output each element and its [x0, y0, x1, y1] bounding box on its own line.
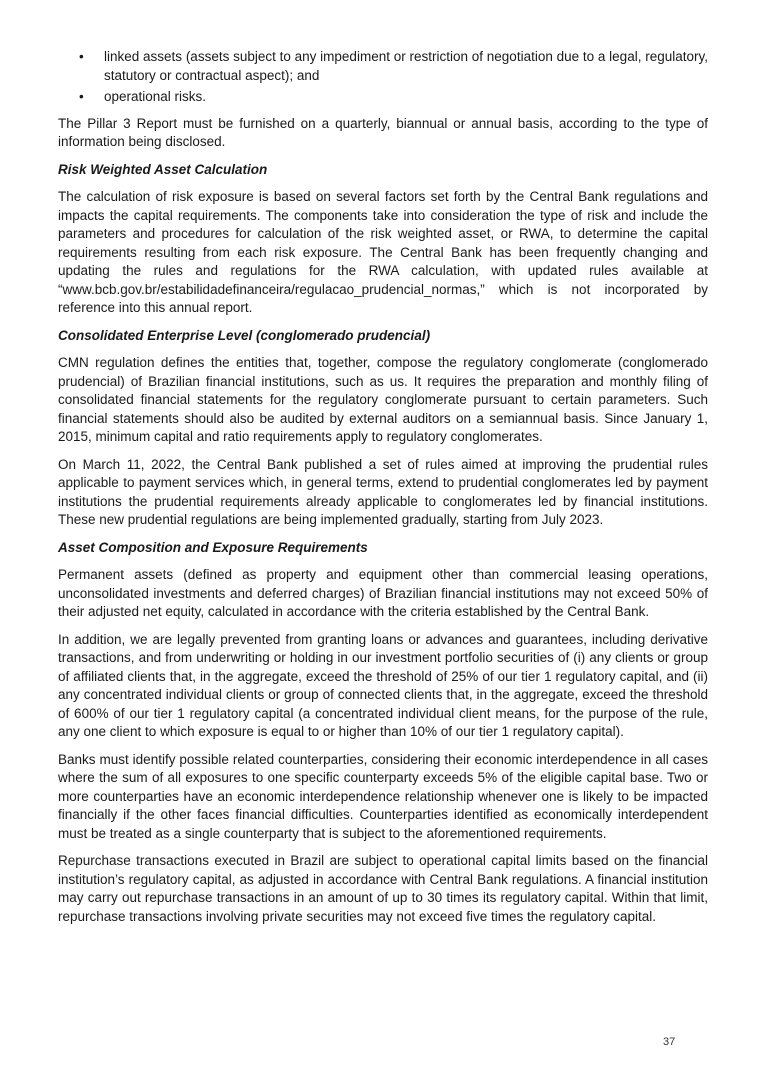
page-number: 37 — [663, 1036, 676, 1048]
paragraph: Permanent assets (defined as property and equipment other than commercial leasing operations, unconsolidated investments and deferred charges) of Brazilian financial institutions may not exceed 50% of their adjusted net equity, calculated in accordance with the criteria established by the Central Bank. — [58, 567, 708, 619]
bullet-icon: • — [79, 49, 84, 64]
section-heading-rwa: Risk Weighted Asset Calculation — [58, 161, 268, 177]
bullet-icon: • — [79, 89, 84, 104]
paragraph: In addition, we are legally prevented from granting loans or advances and guarantees, including derivative transactions, and from underwriting or holding in our investment portfolio securities of (i) any clients or group of affiliated clients that, in the aggregate, exceed the threshold of 25% of our tier 1 regulatory capital, and (ii) any concentrated individual clients or group of connected clients that, in the aggregate, exceed the threshold of 600% of our tier 1 regulatory capital (a concentrated individual client means, for the purpose of the rule, any one client to which exposure is equal to or higher than 10% of our tier 1 regulatory capital). — [58, 631, 708, 739]
section-heading-consolidated: Consolidated Enterprise Level (conglomerado prudencial) — [58, 327, 431, 343]
section-heading-asset-composition: Asset Composition and Exposure Requirements — [58, 539, 368, 555]
paragraph: Banks must identify possible related counterparties, considering their economic interdependence in all cases where the sum of all exposures to one specific counterparty exceeds 5% of the eligible capital base. Two or more counterparties have an economic interdependence relationship whenever one is likely to be impacted financially if the other faces financial difficulties. Counterparties identified as economically interdependent must be treated as a single counterparty that is subject to the aforementioned requirements. — [58, 751, 708, 841]
paragraph: CMN regulation defines the entities that, together, compose the regulatory conglomerate (conglomerado prudencial) of Brazilian financial institutions, such as us. It requires the preparation and monthly filing of consolidated financial statements for the regulatory conglomerate pursuant to certain parameters. Such financial statements should also be audited by external auditors on a semiannual basis. Since January 1, 2015, minimum capital and ratio requirements apply to regulatory conglomerates. — [58, 355, 708, 444]
bullet-list — [58, 48, 708, 107]
list-item — [58, 48, 708, 85]
paragraph: The calculation of risk exposure is based on several factors set forth by the Central Bank regulations and impacts the capital requirements. The components take into consideration the type of risk and include the parameters and procedures for calculation of the risk weighted asset, or RWA, to determine the capital requirements resulting from each risk exposure. The Central Bank has been frequently changing and updating the rules and regulations for the RWA calculation, with updated rules available at “www.bcb.gov.br/estabilidadefinanceira/regulacao_prudencial_normas,” which is not incorporated by reference into this annual report. — [58, 189, 708, 315]
paragraph: On March 11, 2022, the Central Bank published a set of rules aimed at improving the prudential rules applicable to payment services which, in general terms, extend to prudential conglomerates led by payment institutions the prudential requirements already applicable to conglomerates led by financial institutions. These new prudential regulations are being implemented gradually, starting from July 2023. — [58, 456, 708, 527]
list-item — [58, 88, 708, 107]
paragraph: Repurchase transactions executed in Brazil are subject to operational capital limits based on the financial institution’s regulatory capital, as adjusted in accordance with Central Bank regulations. A financial institution may carry out repurchase transactions in an amount of up to 30 times its regulatory capital. Within that limit, repurchase transactions involving private securities may not exceed five times the regulatory capital. — [58, 853, 708, 924]
bullet-text: operational risks. — [104, 89, 207, 104]
bullet-text: linked assets (assets subject to any impediment or restriction of negotiation due to a legal, regulatory, statutory or contractual aspect); and — [104, 49, 708, 83]
document-page — [58, 48, 708, 935]
intro-paragraph: The Pillar 3 Report must be furnished on a quarterly, biannual or annual basis, according to the type of information being disclosed. — [58, 115, 708, 149]
